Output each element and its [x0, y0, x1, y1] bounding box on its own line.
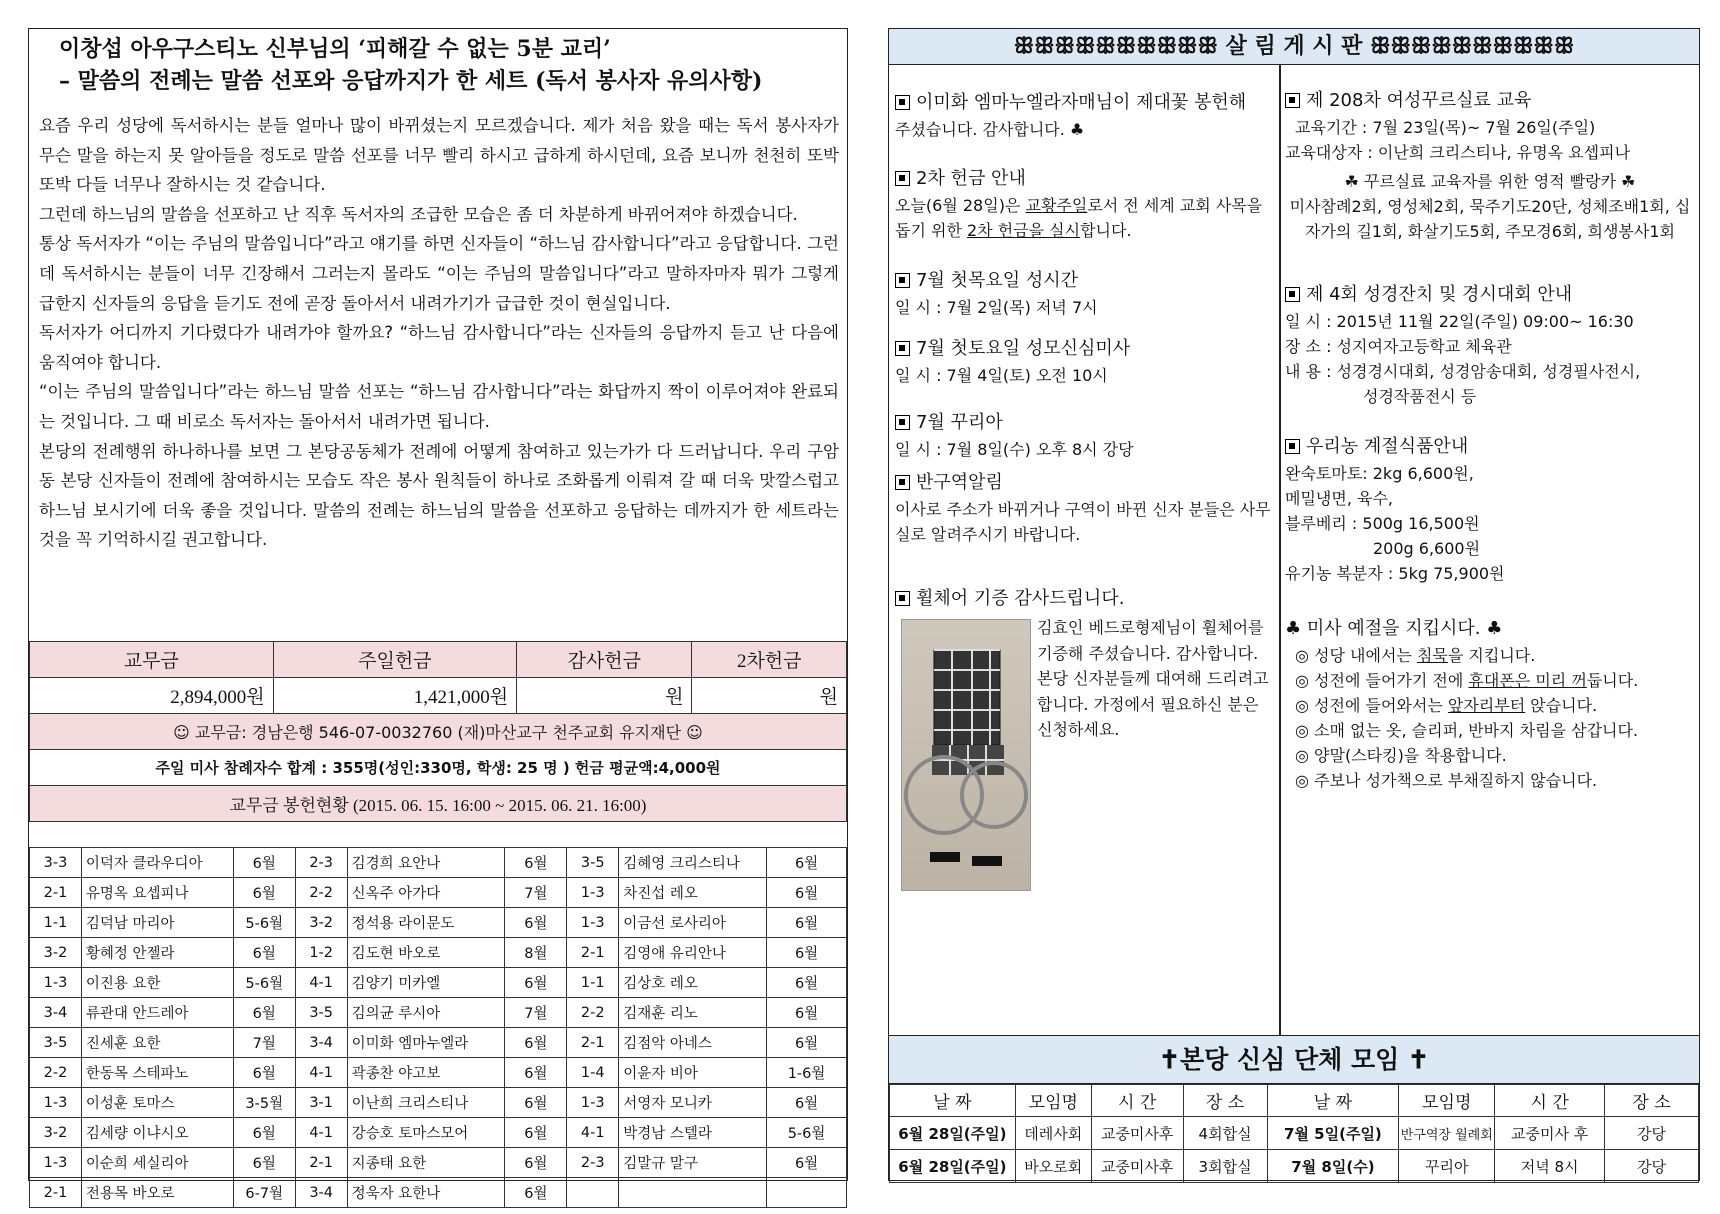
month-cell: 6월	[767, 1028, 847, 1058]
month-cell: 6월	[767, 878, 847, 908]
wheelchair-notice	[895, 585, 1275, 613]
district-cell: 3-4	[295, 1028, 347, 1058]
district-cell: 4-1	[567, 1118, 619, 1148]
column-header: 모임명	[1015, 1085, 1091, 1117]
name-cell: 김점악 아네스	[619, 1028, 767, 1058]
finance-amount: 2,894,000원	[30, 678, 274, 714]
name-cell: 김영애 유리안나	[619, 938, 767, 968]
meeting-cell: 6월 28일(주일)	[890, 1150, 1016, 1183]
bullet-icon	[1285, 287, 1300, 302]
district-cell: 1-3	[567, 908, 619, 938]
saturday-title: 7월 첫토요일 성모신심미사	[916, 338, 1131, 359]
name-cell: 김도현 바오로	[347, 938, 505, 968]
food-item: 200g 6,600원	[1373, 539, 1481, 558]
month-cell: 6월	[233, 878, 295, 908]
essay-title	[59, 33, 762, 97]
table-row	[30, 1178, 847, 1208]
district-cell: 2-3	[295, 848, 347, 878]
bible-content: 내 용 : 성경경시대회, 성경암송대회, 성경필사전시,	[1285, 362, 1641, 381]
district-cell: 1-4	[567, 1058, 619, 1088]
meetings-title: ✝본당 신심 단체 모임 ✝	[889, 1035, 1699, 1084]
month-cell	[767, 1178, 847, 1208]
name-cell: 진세훈 요한	[81, 1028, 233, 1058]
district-cell: 4-1	[295, 968, 347, 998]
month-cell: 7월	[505, 878, 567, 908]
table-row	[30, 1088, 847, 1118]
cursillo-title: 제 208차 여성꾸르실료 교육	[1306, 90, 1532, 111]
district-cell: 2-1	[295, 1148, 347, 1178]
etiquette-item: ◎ 성전에 들어가기 전에 휴대폰은 미리 꺼둡니다.	[1295, 671, 1639, 690]
month-cell: 6월	[505, 1148, 567, 1178]
table-row	[30, 848, 847, 878]
cursillo-items: 미사참례2회, 영성체2회, 묵주기도20단, 성체조배1회, 십자가의 길1회, 화살기도5회, 주모경6회, 희생봉사1회	[1289, 197, 1691, 241]
district-cell: 2-2	[295, 878, 347, 908]
column-header: 시 간	[1091, 1085, 1183, 1117]
name-cell: 김양기 미카엘	[347, 968, 505, 998]
month-cell: 6월	[767, 1148, 847, 1178]
wheelchair-photo	[901, 619, 1031, 891]
meetings-table	[889, 1084, 1699, 1183]
district-cell: 1-1	[30, 908, 82, 938]
district-cell: 1-2	[295, 938, 347, 968]
cursillo-sub: ☘ 꾸르실료 교육자를 위한 영적 빨랑카 ☘	[1344, 172, 1636, 191]
essay-paragraph: 요즘 우리 성당에 독서하시는 분들 얼마나 많이 바뀌셨는지 모르겠습니다. 제가 처음 왔을 때는 독서 봉사자가 무슨 말을 하는지 못 알아들을 정도로 말씀 선포를 너무 빨리 하시고 급하게 하시던데, 요즘 보니까 천천히 또박또박 다들 너무나 잘하시는 것 같습니다.	[39, 116, 839, 195]
essay-paragraph: 독서자가 어디까지 기다렸다가 내려가야 할까요? “하느님 감사합니다”라는 신자들의 응답까지 듣고 난 다음에 움직여야 합니다.	[39, 323, 839, 372]
month-cell: 6월	[767, 968, 847, 998]
cursillo-notice	[1285, 87, 1695, 244]
district-cell: 2-1	[30, 1178, 82, 1208]
name-cell: 정욱자 요한나	[347, 1178, 505, 1208]
name-cell: 차진섭 레오	[619, 878, 767, 908]
district-cell: 1-1	[567, 968, 619, 998]
meeting-cell: 교중미사후	[1091, 1117, 1183, 1150]
attendance-info: 주일 미사 참례자수 합계 : 355명(성인:330명, 학생: 25 명 ) 헌금 평균액:4,000원	[30, 750, 847, 786]
saturday-text: 일 시 : 7월 4일(토) 오전 10시	[895, 366, 1108, 385]
cursillo-target: 교육대상자 : 이난희 크리스티나, 유명옥 요셉피나	[1285, 143, 1631, 162]
name-cell: 한동목 스테파노	[81, 1058, 233, 1088]
district-cell: 3-1	[295, 1088, 347, 1118]
etiquette-item: ◎ 성당 내에서는 침묵을 지킵니다.	[1295, 646, 1536, 665]
meeting-cell: 강당	[1605, 1117, 1699, 1150]
meeting-cell: 7월 5일(주일)	[1267, 1117, 1399, 1150]
table-row	[30, 938, 847, 968]
meeting-cell: 강당	[1605, 1150, 1699, 1183]
finance-amount: 원	[692, 678, 847, 714]
district-cell: 1-3	[567, 1088, 619, 1118]
district-cell: 3-2	[30, 938, 82, 968]
bible-date: 일 시 : 2015년 11월 22일(주일) 09:00~ 16:30	[1285, 312, 1634, 331]
wheelchair-title: 휠체어 기증 감사드립니다.	[916, 588, 1125, 609]
finance-header: 2차헌금	[692, 642, 847, 678]
district-cell: 3-2	[30, 1118, 82, 1148]
month-cell: 6월	[505, 968, 567, 998]
district-cell: 2-2	[30, 1058, 82, 1088]
meeting-cell: 7월 8일(수)	[1267, 1150, 1399, 1183]
month-cell: 5-6월	[233, 968, 295, 998]
table-row	[30, 968, 847, 998]
name-cell: 이윤자 비아	[619, 1058, 767, 1088]
district-cell: 1-3	[30, 968, 82, 998]
essay-paragraph: “이는 주님의 말씀입니다”라는 하느님 말씀 선포는 “하느님 감사합니다”라는 화답까지 짝이 이루어져야 완료되는 것입니다. 그 때 비로소 독서자는 돌아서서 내려가면 됩니다.	[39, 382, 839, 431]
table-row	[30, 878, 847, 908]
month-cell: 6월	[505, 1028, 567, 1058]
name-cell: 이금선 로사리아	[619, 908, 767, 938]
table-row	[30, 1028, 847, 1058]
bangu-title: 반구역알림	[916, 472, 1003, 493]
month-cell: 3-5월	[233, 1088, 295, 1118]
second-title: 2차 헌금 안내	[916, 168, 1026, 189]
essay-paragraph: 본당의 전례행위 하나하나를 보면 그 본당공동체가 전례에 어떻게 참여하고 있는가가 다 드러납니다. 우리 구암동 본당 신자들이 전례에 참여하시는 모습도 작은 봉사 원칙들이 하나로 조화롭게 이뤄져 갈 때 더욱 맛깔스럽고 하느님 보시기에 더욱 좋을 것입니다. 말씀의 전례는 하느님의 말씀을 선포하고 응답하는 데까지가 한 세트라는 것을 꼭 기억하시길 권고합니다.	[39, 441, 839, 550]
month-cell: 6월	[505, 1118, 567, 1148]
name-cell: 정석용 라이문도	[347, 908, 505, 938]
month-cell: 6월	[233, 938, 295, 968]
district-cell: 2-1	[30, 878, 82, 908]
month-cell: 6월	[767, 998, 847, 1028]
food-item: 블루베리 : 500g 16,500원	[1285, 514, 1480, 533]
bullet-icon	[895, 475, 910, 490]
table-row	[30, 908, 847, 938]
district-cell: 2-1	[567, 938, 619, 968]
saturday-notice	[895, 335, 1275, 388]
month-cell: 6월	[233, 1058, 295, 1088]
name-cell: 이미화 엠마누엘라	[347, 1028, 505, 1058]
bullet-icon	[1285, 93, 1300, 108]
finance-amount: 1,421,000원	[273, 678, 517, 714]
curia-notice	[895, 409, 1275, 462]
month-cell: 7월	[233, 1028, 295, 1058]
month-cell: 6월	[767, 938, 847, 968]
thursday-notice	[895, 267, 1275, 320]
district-cell: 3-2	[295, 908, 347, 938]
name-cell: 김상호 레오	[619, 968, 767, 998]
district-cell: 4-1	[295, 1118, 347, 1148]
flower-notice	[895, 89, 1275, 142]
meeting-cell: 꾸리아	[1399, 1150, 1495, 1183]
district-cell: 3-4	[295, 1178, 347, 1208]
meeting-cell: 3회합실	[1183, 1150, 1267, 1183]
month-cell: 8월	[505, 938, 567, 968]
essay-paragraph: 그런데 하느님의 말씀을 선포하고 난 직후 독서자의 조급한 모습은 좀 더 차분하게 바뀌어져야 하겠습니다.	[39, 204, 798, 224]
account-info: ☺ 교무금: 경남은행 546-07-0032760 (재)마산교구 천주교회 유지재단 ☺	[30, 714, 847, 750]
name-cell: 김경희 요안나	[347, 848, 505, 878]
essay-body	[39, 111, 839, 555]
finance-header: 감사헌금	[517, 642, 692, 678]
district-cell: 2-1	[567, 1028, 619, 1058]
curia-title: 7월 꾸리아	[916, 412, 1003, 433]
table-header-row	[890, 1085, 1699, 1117]
meeting-cell: 교중미사 후	[1495, 1117, 1605, 1150]
name-cell: 김말규 말구	[619, 1148, 767, 1178]
column-header: 장 소	[1183, 1085, 1267, 1117]
etiquette-notice	[1285, 615, 1695, 793]
etiquette-item: ◎ 주보나 성가책으로 부채질하지 않습니다.	[1295, 771, 1598, 790]
food-title: 우리농 계절식품안내	[1306, 436, 1469, 457]
meeting-cell: 데레사회	[1015, 1117, 1091, 1150]
meeting-cell: 4회합실	[1183, 1117, 1267, 1150]
bullet-icon	[895, 95, 910, 110]
finance-table	[29, 641, 847, 822]
district-cell: 3-5	[295, 998, 347, 1028]
name-cell: 박경남 스텔라	[619, 1118, 767, 1148]
etiquette-item: ◎ 소매 없는 옷, 슬리퍼, 반바지 차림을 삼갑니다.	[1295, 721, 1639, 740]
bullet-icon	[895, 171, 910, 186]
month-cell: 6월	[233, 1118, 295, 1148]
name-cell: 곽종찬 야고보	[347, 1058, 505, 1088]
name-cell	[619, 1178, 767, 1208]
meeting-cell: 6월 28일(주일)	[890, 1117, 1016, 1150]
essay-title-line1: 이창섭 아우구스티노 신부님의 ‘피해갈 수 없는 5분 교리’	[59, 36, 611, 62]
second-collection	[895, 165, 1275, 243]
etiquette-item: ◎ 성전에 들어와서는 앞자리부터 앉습니다.	[1295, 696, 1598, 715]
month-cell: 6월	[505, 908, 567, 938]
bullet-icon	[895, 341, 910, 356]
table-row	[890, 1150, 1699, 1183]
etiquette-item: ◎ 양말(스타킹)을 착용합니다.	[1295, 746, 1507, 765]
wheelchair-text: 김효인 베드로형제님이 휠체어를 기증해 주셨습니다. 감사합니다. 본당 신자분들께 대여해 드리려고 합니다. 가정에서 필요하신 분은 신청하세요.	[1037, 618, 1269, 739]
district-cell: 1-3	[30, 1088, 82, 1118]
table-row	[30, 1118, 847, 1148]
name-cell: 김재훈 리노	[619, 998, 767, 1028]
district-cell: 4-1	[295, 1058, 347, 1088]
essay-title-line2: – 말씀의 전례는 말씀 선포와 응답까지가 한 세트 (독서 봉사자 유의사항)	[59, 68, 763, 94]
name-cell: 김의균 루시아	[347, 998, 505, 1028]
food-notice	[1285, 433, 1695, 586]
table-row	[30, 1148, 847, 1178]
month-cell: 6월	[233, 998, 295, 1028]
bible-content: 성경작품전시 등	[1363, 387, 1477, 406]
month-cell: 1-6월	[767, 1058, 847, 1088]
month-cell: 5-6월	[233, 908, 295, 938]
meeting-cell: 반구역장 월례회	[1399, 1117, 1495, 1150]
district-cell: 3-5	[567, 848, 619, 878]
table-row	[30, 998, 847, 1028]
district-cell: 3-4	[30, 998, 82, 1028]
column-header: 장 소	[1605, 1085, 1699, 1117]
table-row	[30, 1058, 847, 1088]
food-item: 완숙토마토: 2kg 6,600원,	[1285, 464, 1474, 483]
district-cell: 3-3	[30, 848, 82, 878]
name-cell: 지종태 요한	[347, 1148, 505, 1178]
table-row	[890, 1117, 1699, 1150]
month-cell: 6월	[505, 848, 567, 878]
name-cell: 김혜영 크리스티나	[619, 848, 767, 878]
left-panel	[28, 28, 848, 1202]
finance-header: 주일헌금	[273, 642, 517, 678]
name-cell: 이성훈 토마스	[81, 1088, 233, 1118]
food-item: 메밀냉면, 육수,	[1285, 489, 1393, 508]
meeting-cell: 교중미사후	[1091, 1150, 1183, 1183]
name-cell: 이순희 세실리아	[81, 1148, 233, 1178]
name-cell: 강승호 토마스모어	[347, 1118, 505, 1148]
month-cell: 7월	[505, 998, 567, 1028]
month-cell: 6월	[767, 1088, 847, 1118]
month-cell: 6월	[505, 1058, 567, 1088]
bible-place: 장 소 : 성지여자고등학교 체육관	[1285, 337, 1512, 356]
name-cell: 전용목 바오로	[81, 1178, 233, 1208]
meeting-cell: 저녁 8시	[1495, 1150, 1605, 1183]
name-cell: 이덕자 클라우디아	[81, 848, 233, 878]
name-cell: 김세량 이냐시오	[81, 1118, 233, 1148]
bangu-text: 이사로 주소가 바뀌거나 구역이 바뀐 신자 분들은 사무실로 알려주시기 바랍니다.	[895, 500, 1271, 544]
column-header: 시 간	[1495, 1085, 1605, 1117]
bangu-notice	[895, 469, 1275, 547]
name-cell: 류관대 안드레아	[81, 998, 233, 1028]
finance-amount: 원	[517, 678, 692, 714]
name-cell: 김덕남 마리아	[81, 908, 233, 938]
status-title: 교무금 봉헌현황 (2015. 06. 15. 16:00 ~ 2015. 06. 21. 16:00)	[30, 786, 847, 822]
bullet-icon	[1285, 439, 1300, 454]
food-item: 유기농 복분자 : 5kg 75,900원	[1285, 564, 1505, 583]
district-cell: 2-3	[567, 1148, 619, 1178]
month-cell: 6월	[505, 1178, 567, 1208]
flower-text: 주셨습니다. 감사합니다. ♣	[895, 120, 1085, 139]
district-cell: 1-3	[567, 878, 619, 908]
bullet-icon	[895, 273, 910, 288]
etiquette-title: ♣ 미사 예절을 지킵시다. ♣	[1285, 618, 1503, 639]
month-cell: 6월	[233, 1148, 295, 1178]
flower-title: 이미화 엠마누엘라자매님이 제대꽃 봉헌해	[916, 92, 1247, 113]
divider	[1279, 65, 1281, 1035]
name-cell: 유명옥 요셉피나	[81, 878, 233, 908]
name-cell: 신옥주 아가다	[347, 878, 505, 908]
right-panel	[888, 28, 1700, 1181]
bible-notice	[1285, 281, 1695, 409]
month-cell: 6-7월	[233, 1178, 295, 1208]
column-header: 모임명	[1399, 1085, 1495, 1117]
bullet-icon	[895, 591, 910, 606]
finance-header: 교무금	[30, 642, 274, 678]
month-cell: 6월	[505, 1088, 567, 1118]
thursday-text: 일 시 : 7월 2일(목) 저녁 7시	[895, 298, 1098, 317]
name-cell: 이난희 크리스티나	[347, 1088, 505, 1118]
month-cell: 6월	[767, 908, 847, 938]
bullet-icon	[895, 415, 910, 430]
district-cell: 2-2	[567, 998, 619, 1028]
month-cell: 6월	[233, 848, 295, 878]
month-cell: 5-6월	[767, 1118, 847, 1148]
meeting-cell: 바오로회	[1015, 1150, 1091, 1183]
essay-paragraph: 통상 독서자가 “이는 주님의 말씀입니다”라고 얘기를 하면 신자들이 “하느님 감사합니다”라고 응답합니다. 그런데 독서하시는 분들이 너무 긴장해서 그러는지 몰라도 “이는 주님의 말씀입니다”라고 말하자마자 뭐가 그렇게 급한지 신자들의 응답을 듣기도 전에 곧장 돌아서서 내려가기가 급급한 것이 현실입니다.	[39, 234, 839, 313]
contributor-table	[29, 847, 847, 1208]
second-text: 오늘(6월 28일)은 교황주일로서 전 세계 교회 사목을 돕기 위한 2차 헌금을 실시합니다.	[895, 196, 1263, 240]
name-cell: 이진용 요한	[81, 968, 233, 998]
month-cell: 6월	[767, 848, 847, 878]
thursday-title: 7월 첫목요일 성시간	[916, 270, 1078, 291]
board-title: ꕥꕥꕥꕥꕥꕥꕥꕥꕥꕥ 살 림 게 시 판 ꕥꕥꕥꕥꕥꕥꕥꕥꕥꕥ	[889, 29, 1699, 65]
name-cell: 서영자 모니카	[619, 1088, 767, 1118]
curia-text: 일 시 : 7월 8일(수) 오후 8시 강당	[895, 440, 1134, 459]
district-cell: 1-3	[30, 1148, 82, 1178]
column-header: 날 짜	[1267, 1085, 1399, 1117]
name-cell: 황혜정 안젤라	[81, 938, 233, 968]
district-cell: 3-5	[30, 1028, 82, 1058]
column-header: 날 짜	[890, 1085, 1016, 1117]
district-cell	[567, 1178, 619, 1208]
cursillo-period: 교육기간 : 7월 23일(목)~ 7월 26일(주일)	[1295, 118, 1596, 137]
bible-title: 제 4회 성경잔치 및 경시대회 안내	[1306, 284, 1573, 305]
